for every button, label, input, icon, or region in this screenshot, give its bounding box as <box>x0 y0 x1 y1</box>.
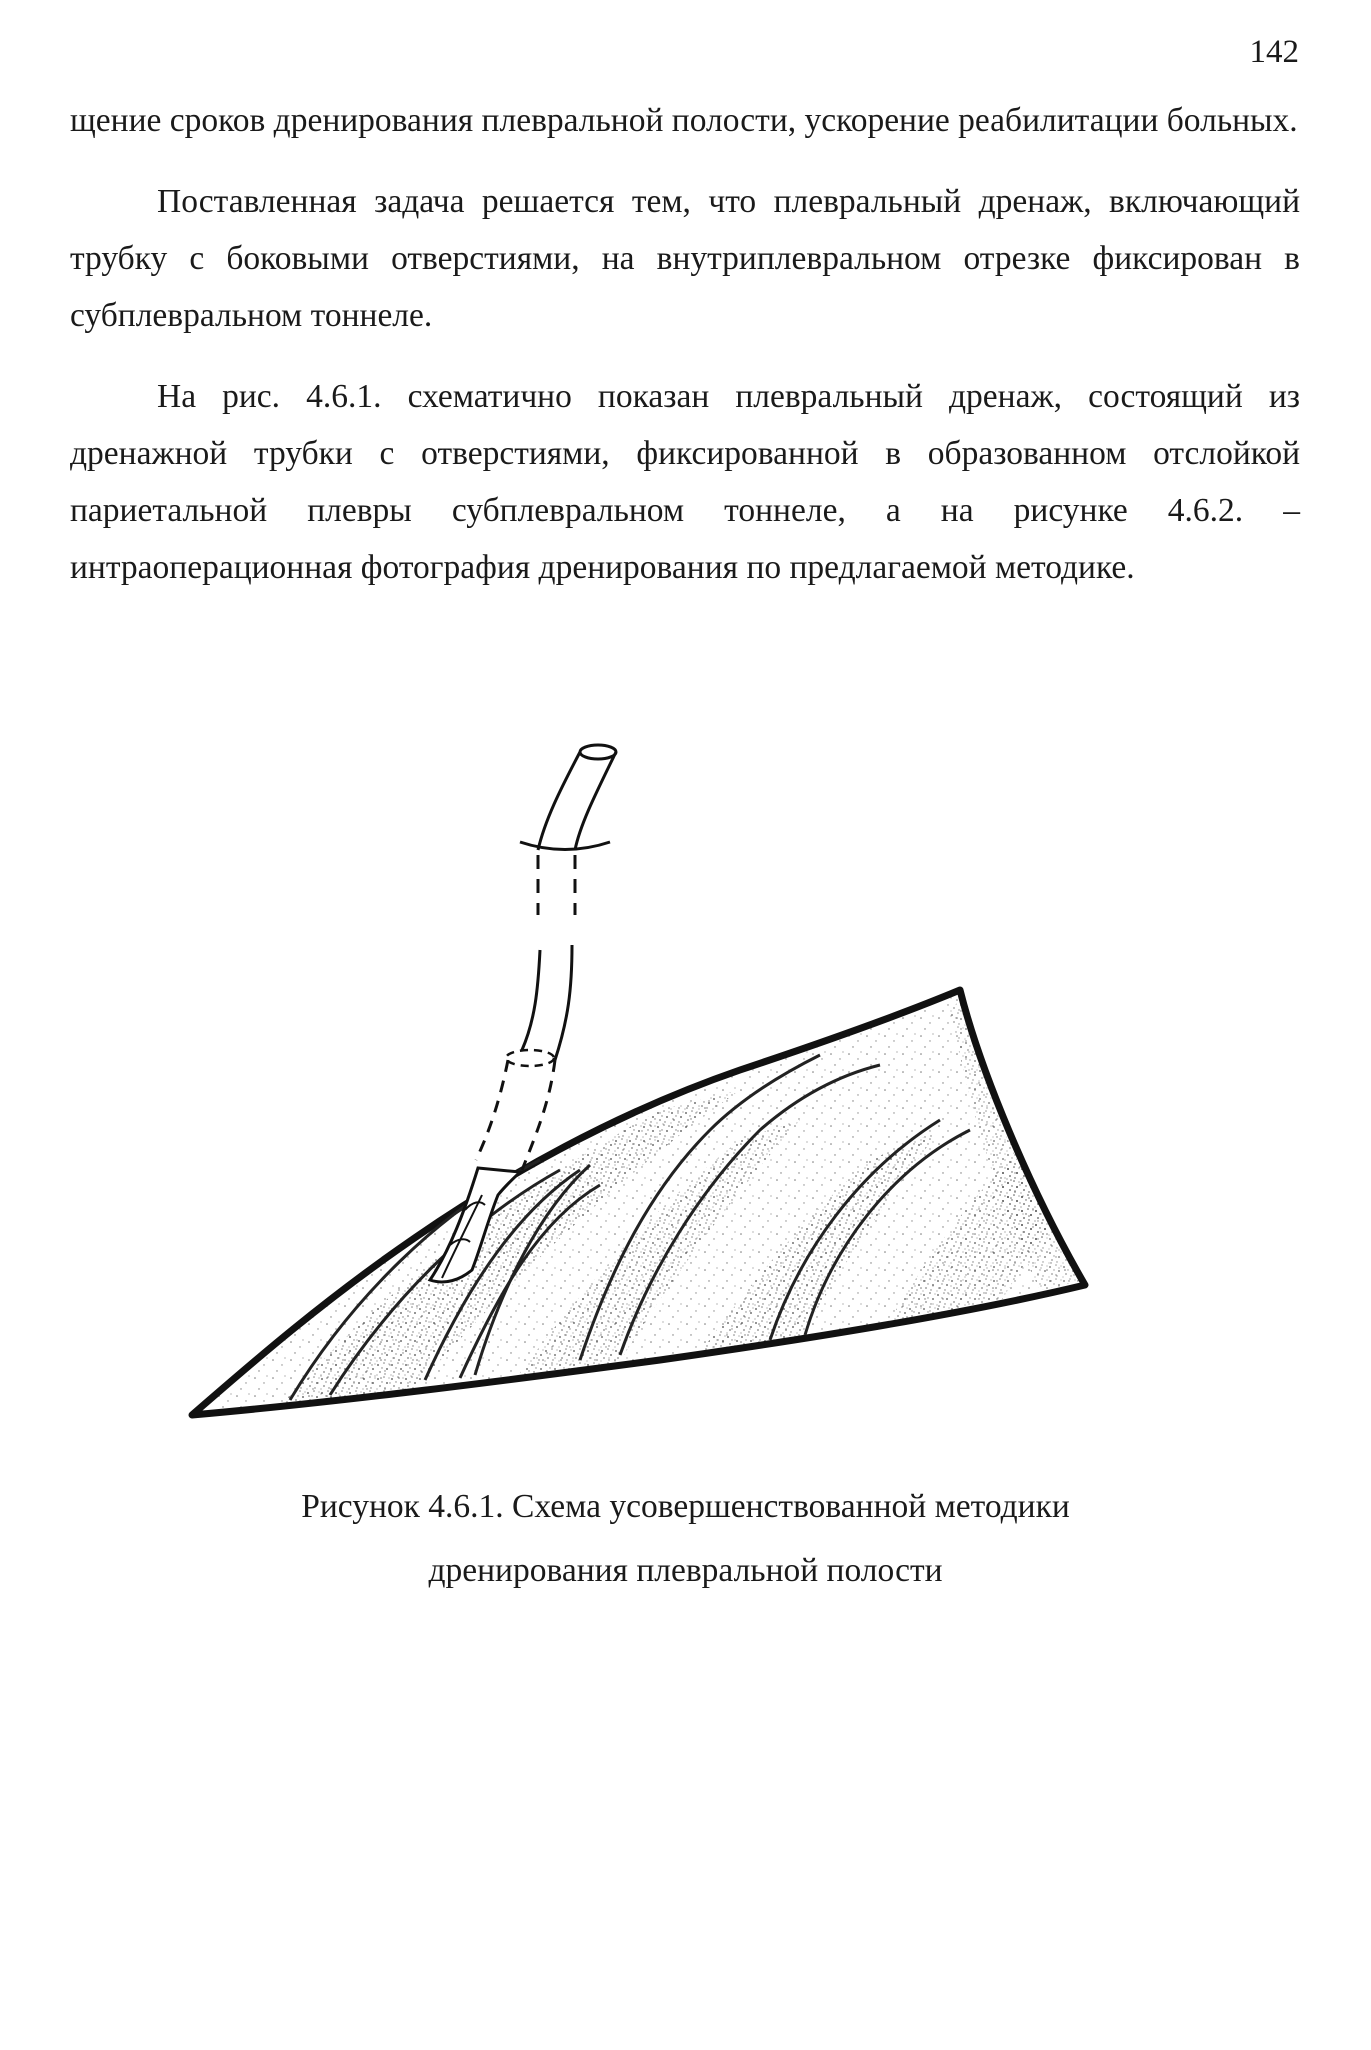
caption-line-1: Рисунок 4.6.1. Схема усовершенствованной методики <box>301 1488 1070 1525</box>
page-number: 142 <box>1249 34 1299 70</box>
paragraph-figure-reference: На рис. 4.6.1. схематично показан плевральный дренаж, состоящий из дренажной трубки с отверстиями, фиксированной в образованном отслойкой париетальной плевры субплевральном тоннеле, а на рисунке 4.6.2. – интраоперационная фотография дренирования по предлагаемой методике. <box>70 378 1300 586</box>
pleura-tissue <box>180 970 1180 1450</box>
body-text <box>70 92 1300 620</box>
figure-caption <box>0 1475 1371 1603</box>
caption-line-2: дренирования плевральной полости <box>428 1552 943 1589</box>
paragraph-task: Поставленная задача решается тем, что плевральный дренаж, включающий трубку с боковыми отверстиями, на внутриплевральном отрезке фиксирован в субплевральном тоннеле. <box>70 183 1300 334</box>
pleural-drainage-diagram <box>180 690 1180 1450</box>
paragraph-continuation: щение сроков дренирования плевральной полости, ускорение реабилитации больных. <box>70 102 1298 139</box>
